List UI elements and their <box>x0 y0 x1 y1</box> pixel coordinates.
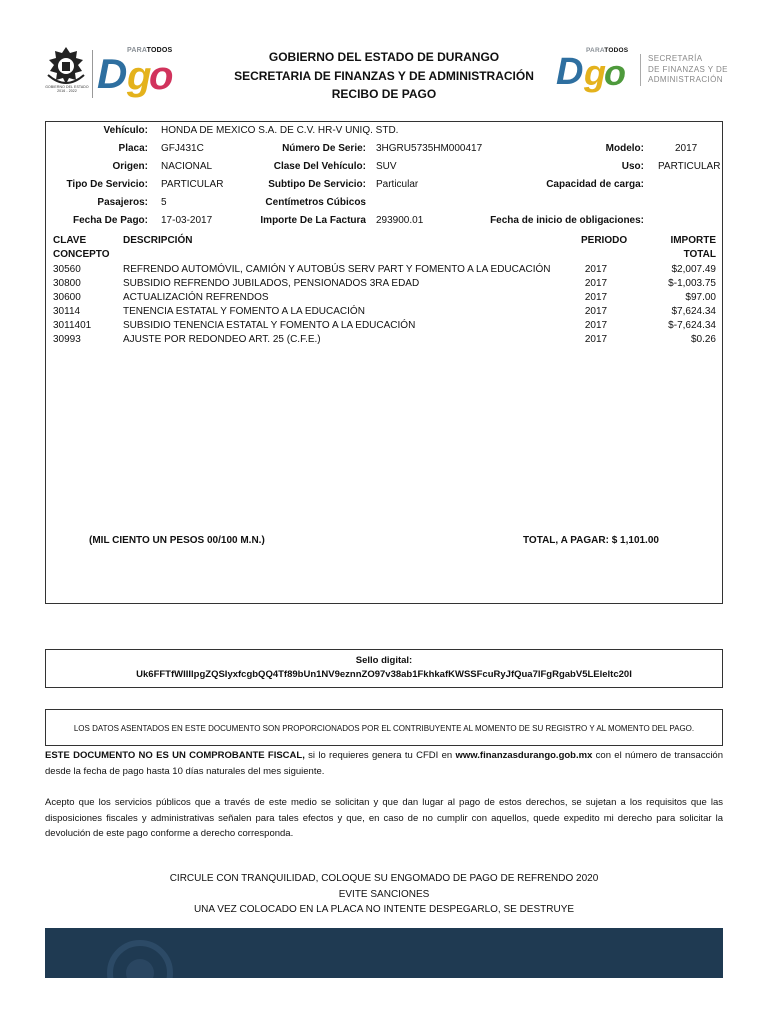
row-desc: AJUSTE POR REDONDEO ART. 25 (C.F.E.) <box>123 334 321 345</box>
secretaria-divider <box>640 54 645 86</box>
dgo-logo-left: PARATODOS D g o <box>97 47 174 98</box>
fiscal-notice-bold: ESTE DOCUMENTO NO ES UN COMPROBANTE FISCAL, <box>45 750 305 761</box>
header-line-3: RECIBO DE PAGO <box>331 87 437 101</box>
row-clave: 3011401 <box>53 320 92 331</box>
subtipo-servicio-value: Particular <box>376 179 419 190</box>
row-importe: $-1,003.75 <box>668 278 716 289</box>
document-header <box>210 48 558 104</box>
acceptance-paragraph: Acepto que los servicios públicos que a través de este medio se solicitan y que dan lugar al pago de estos derechos, se sujetan a los requisitos que las disposiciones fiscales y administrativas señalen para tales efectos y que, en caso de no cumplir con aquellos, quede expedito mi derecho para solicitar la devolución de este pago conforme a derecho corresponda. <box>45 797 723 839</box>
row-importe: $97.00 <box>685 292 716 303</box>
dgo-logo-right: PARATODOS D g o <box>556 47 629 93</box>
seal-caption: GOBIERNO DEL ESTADO 2016 - 2022 <box>45 85 89 93</box>
fecha-pago-label: Fecha De Pago: <box>72 215 148 226</box>
serie-value: 3HGRU5735HM000417 <box>376 143 483 154</box>
total-to-pay: TOTAL, A PAGAR: $ 1,101.00 <box>523 535 659 546</box>
header-descripcion: DESCRIPCIÓN <box>123 235 193 246</box>
row-clave: 30600 <box>53 292 81 303</box>
row-importe: $0.26 <box>690 334 716 345</box>
modelo-value: 2017 <box>675 143 698 154</box>
fecha-pago-value: 17-03-2017 <box>161 215 213 226</box>
capacidad-label: Capacidad de carga: <box>546 179 644 190</box>
tipo-servicio-label: Tipo De Servicio: <box>66 179 148 190</box>
amount-in-words: (MIL CIENTO UN PESOS 00/100 M.N.) <box>89 535 265 546</box>
disclaimer-box: LOS DATOS ASENTADOS EN ESTE DOCUMENTO SON PROPORCIONADOS POR EL CONTRIBUYENTE AL MOMENTO DE SU REGISTRO Y AL MOMENTO DEL PAGO. <box>45 709 723 746</box>
digital-seal-value: Uk6FFTfWIIIlpgZQSIyxfcgbQQ4Tf89bUn1NV9eznnZO97v38ab1FkhkafKWSSFcuRyJfQua7lFgRgabV5LEleltc20I <box>136 669 632 680</box>
cc-label: Centímetros Cúbicos <box>265 197 366 208</box>
table-row <box>46 264 722 278</box>
table-row <box>46 292 722 306</box>
table-row <box>46 334 722 348</box>
importe-factura-label: Importe De La Factura <box>260 215 366 226</box>
placa-label: Placa: <box>118 143 148 154</box>
row-clave: 30560 <box>53 264 81 275</box>
row-periodo: 2017 <box>584 306 608 317</box>
tipo-servicio-value: PARTICULAR <box>161 179 224 190</box>
row-clave: 30800 <box>53 278 81 289</box>
row-importe: $-7,624.34 <box>668 320 716 331</box>
finanzas-url[interactable]: www.finanzasdurango.gob.mx <box>455 750 593 761</box>
origen-value: NACIONAL <box>161 161 213 172</box>
serie-label: Número De Serie: <box>282 143 366 154</box>
header-clave-2: CONCEPTO <box>53 249 110 260</box>
footer-line-1: CIRCULE CON TRANQUILIDAD, COLOQUE SU ENGOMADO DE PAGO DE REFRENDO 2020 <box>169 873 599 884</box>
header-divider <box>92 50 93 98</box>
header-periodo: PERIODO <box>581 235 628 246</box>
table-row <box>46 306 722 320</box>
row-importe: $7,624.34 <box>671 306 716 317</box>
band-watermark-icon <box>45 928 723 978</box>
fiscal-notice: ESTE DOCUMENTO NO ES UN COMPROBANTE FISCAL, si lo requieres genera tu CFDI en www.finanzasdurango.gob.mx con el número de transacción desde la fecha de pago hasta 10 días naturales del mes siguiente. <box>45 750 723 777</box>
digital-seal-box <box>45 649 723 688</box>
row-clave: 30114 <box>53 306 81 317</box>
bottom-band <box>45 928 723 978</box>
row-periodo: 2017 <box>584 334 608 345</box>
footer-notice <box>45 871 723 918</box>
footer-line-3: UNA VEZ COLOCADO EN LA PLACA NO INTENTE DESPEGARLO, SE DESTRUYE <box>193 904 575 915</box>
row-periodo: 2017 <box>584 292 608 303</box>
table-row <box>46 320 722 334</box>
digital-seal-label: Sello digital: <box>355 655 413 666</box>
placa-value: GFJ431C <box>161 143 204 154</box>
fecha-inicio-label: Fecha de inicio de obligaciones: <box>490 215 644 226</box>
row-desc: ACTUALIZACIÓN REFRENDOS <box>123 292 269 303</box>
row-importe: $2,007.49 <box>671 264 716 275</box>
header-line-2: SECRETARIA DE FINANZAS Y DE ADMINISTRACIÓN <box>234 68 534 83</box>
subtipo-servicio-label: Subtipo De Servicio: <box>268 179 366 190</box>
header-line-1: GOBIERNO DEL ESTADO DE DURANGO <box>268 50 500 64</box>
clase-label: Clase Del Vehículo: <box>273 161 366 172</box>
row-periodo: 2017 <box>584 320 608 331</box>
row-desc: TENENCIA ESTATAL Y FOMENTO A LA EDUCACIÓN <box>123 306 365 317</box>
pasajeros-label: Pasajeros: <box>97 197 148 208</box>
row-desc: SUBSIDIO TENENCIA ESTATAL Y FOMENTO A LA EDUCACIÓN <box>123 320 416 331</box>
uso-value: PARTICULAR <box>658 161 721 172</box>
pasajeros-value: 5 <box>161 197 167 208</box>
clase-value: SUV <box>376 161 397 172</box>
table-row <box>46 278 722 292</box>
secretaria-label: SECRETARÍA DE FINANZAS Y DE ADMINISTRACIÓN <box>648 54 728 84</box>
row-clave: 30993 <box>53 334 81 345</box>
uso-label: Uso: <box>621 161 644 172</box>
vehiculo-label: Vehículo: <box>103 125 148 136</box>
vehiculo-value: HONDA DE MEXICO S.A. DE C.V. HR-V UNIQ. STD. <box>161 125 399 136</box>
header-importe-1: IMPORTE <box>670 235 716 246</box>
row-desc: SUBSIDIO REFRENDO JUBILADOS, PENSIONADOS 3RA EDAD <box>123 278 420 289</box>
receipt-box <box>45 121 723 604</box>
footer-line-2: EVITE SANCIONES <box>338 888 430 900</box>
row-periodo: 2017 <box>584 264 608 275</box>
modelo-label: Modelo: <box>605 143 644 154</box>
importe-factura-value: 293900.01 <box>376 215 424 226</box>
origen-label: Origen: <box>112 161 148 172</box>
header-importe-2: TOTAL <box>683 249 716 260</box>
header-clave-1: CLAVE <box>53 235 87 246</box>
row-desc: REFRENDO AUTOMÓVIL, CAMIÓN Y AUTOBÚS SERV PART Y FOMENTO A LA EDUCACIÓN <box>123 264 551 275</box>
row-periodo: 2017 <box>584 278 608 289</box>
